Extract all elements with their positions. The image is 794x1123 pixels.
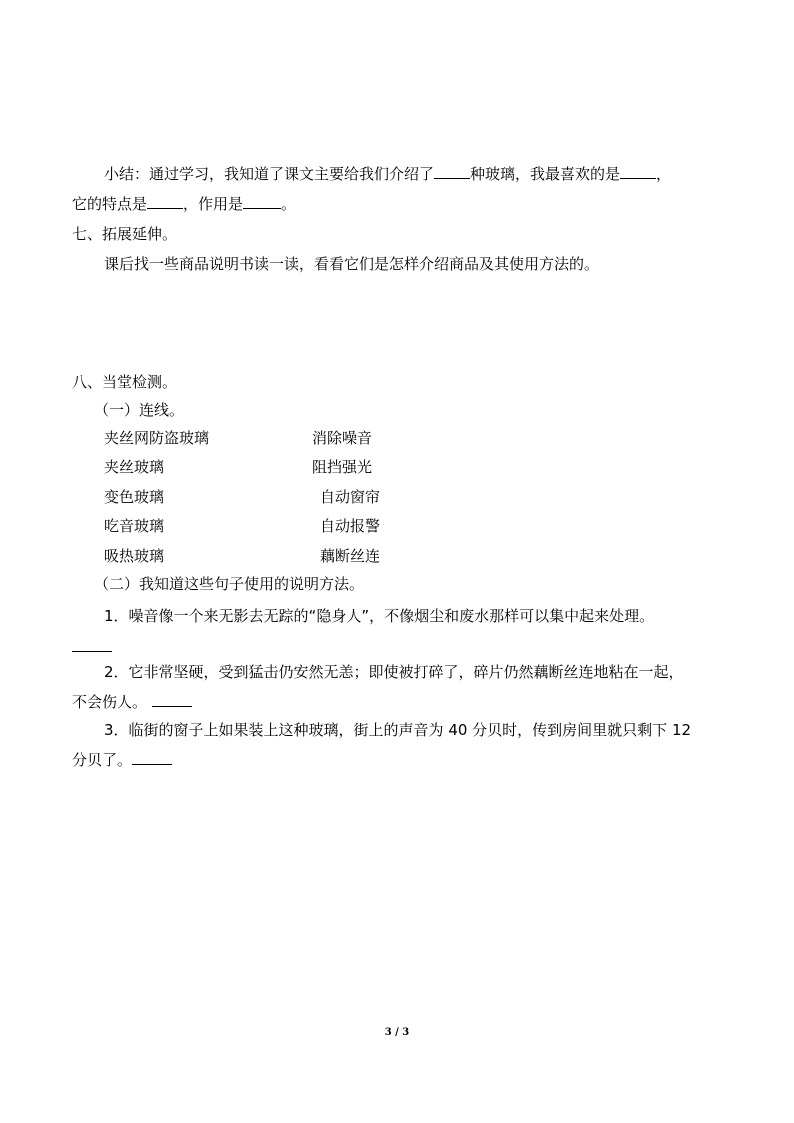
match-right-5: 藕断丝连	[320, 547, 381, 565]
match-left-3: 变色玻璃	[104, 488, 165, 506]
part1-heading: （一）连线。	[94, 401, 185, 419]
answer-blank-3	[132, 750, 172, 765]
question-2-line-2	[72, 692, 192, 712]
section8-heading: 八、当堂检测。	[72, 373, 178, 391]
page-number: 3 / 3	[384, 1027, 410, 1038]
summary-line-1	[104, 164, 671, 184]
match-left-2: 夹丝玻璃	[104, 458, 165, 476]
match-left-4: 吃音玻璃	[104, 517, 165, 535]
match-left-5: 吸热玻璃	[104, 547, 165, 565]
answer-blank-2	[152, 692, 192, 707]
question-2-line-1: 2．它非常坚硬，受到猛击仍安然无恙；即使被打碎了，碎片仍然藕断丝连地粘在一起，	[104, 663, 684, 681]
blank-favorite	[620, 164, 656, 179]
question-1: 1．噪音像一个来无影去无踪的“隐身人”，不像烟尘和废水那样可以集中起来处理。	[104, 607, 655, 625]
match-right-1: 消除噪音	[312, 429, 373, 447]
answer-blank-1	[72, 650, 112, 652]
blank-feature	[147, 194, 183, 209]
summary-line-2	[72, 194, 296, 214]
section7-heading: 七、拓展延伸。	[72, 225, 178, 243]
match-left-1: 夹丝网防盗玻璃	[104, 429, 210, 447]
summary-text-2a: 它的特点是	[72, 195, 148, 213]
summary-text-1b: 种玻璃，我最喜欢的是	[470, 165, 621, 183]
blank-count	[434, 164, 470, 179]
section7-body: 课后找一些商品说明书读一读，看看它们是怎样介绍商品及其使用方法的。	[104, 255, 600, 273]
summary-text-2b: ，作用是	[183, 195, 244, 213]
question-3-line-2	[72, 750, 172, 770]
summary-text-1c: ，	[656, 165, 672, 183]
blank-function	[243, 194, 281, 209]
summary-text-2c: 。	[281, 195, 297, 213]
question-2-text-end: 不会伤人。	[72, 693, 148, 711]
question-3-text-end: 分贝了。	[72, 751, 133, 769]
match-right-2: 阻挡强光	[312, 458, 373, 476]
match-right-3: 自动窗帘	[320, 488, 381, 506]
match-right-4: 自动报警	[320, 517, 381, 535]
part2-heading: （二）我知道这些句子使用的说明方法。	[94, 575, 365, 593]
question-3-line-1: 3．临街的窗子上如果装上这种玻璃，街上的声音为 40 分贝时，传到房间里就只剩下 12	[104, 721, 692, 739]
summary-text-1a: 小结：通过学习，我知道了课文主要给我们介绍了	[104, 165, 435, 183]
